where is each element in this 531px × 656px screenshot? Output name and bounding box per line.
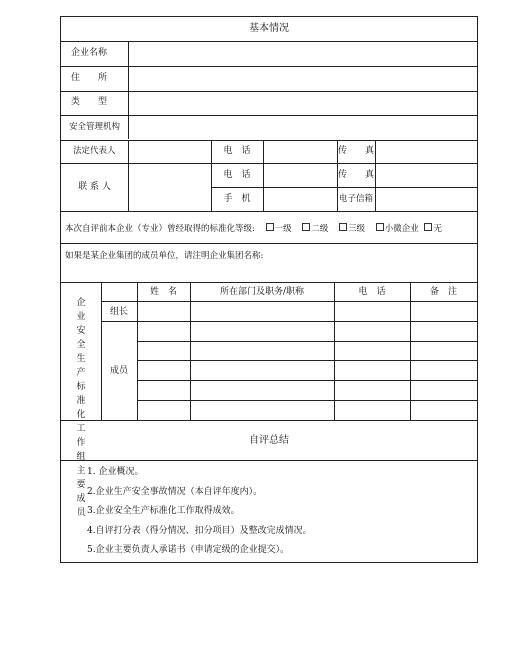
header-name: 姓 名	[149, 287, 177, 297]
col-divider	[128, 140, 129, 211]
col-divider	[190, 282, 191, 420]
row-divider	[61, 243, 477, 244]
group-prompt: 如果是某企业集团的成员单位，请注明企业集团名称:	[65, 251, 264, 261]
row-divider	[61, 140, 477, 141]
row-divider	[61, 163, 477, 164]
basic-info-title: 基本情况	[249, 23, 289, 34]
summary-item: 4.自评打分表（得分情况、扣分项目）及整改完成情况。	[87, 526, 312, 536]
option-level-1[interactable]	[266, 224, 292, 234]
leader-label: 组长	[109, 307, 128, 317]
row-divider	[61, 460, 477, 461]
self-eval-title: 自评总结	[249, 435, 289, 446]
option-none[interactable]	[424, 224, 442, 234]
type-label: 类 型	[71, 97, 108, 107]
checkbox-icon	[424, 223, 432, 231]
row-divider	[61, 211, 477, 212]
checkbox-icon	[266, 223, 274, 231]
header-department: 所在部门及职务/职称	[219, 287, 305, 297]
col-divider	[334, 282, 335, 420]
contact-fax-label: 传 真	[337, 170, 374, 180]
row-divider	[137, 360, 477, 361]
row-divider	[61, 115, 477, 116]
option-label: 三级	[348, 224, 366, 234]
header-remarks: 备 注	[429, 287, 457, 297]
header-phone: 电 话	[358, 287, 386, 297]
row-divider	[137, 341, 477, 342]
option-small-micro[interactable]	[376, 224, 419, 234]
col-divider	[128, 41, 129, 139]
row-divider	[137, 380, 477, 381]
checkbox-icon	[376, 223, 384, 231]
col-divider	[410, 282, 411, 420]
legal-rep-label: 法定代表人	[73, 146, 116, 156]
summary-item: 1. 企业概况。	[87, 467, 144, 477]
option-level-2[interactable]	[302, 224, 328, 234]
option-label: 小微企业	[384, 224, 419, 234]
self-evaluation-form	[60, 16, 478, 563]
row-divider	[61, 66, 477, 67]
row-divider	[61, 282, 477, 283]
col-divider	[263, 140, 264, 211]
contact-phone-label: 电 话	[223, 170, 251, 180]
row-divider	[101, 301, 477, 302]
email-label: 电子信箱	[338, 194, 373, 204]
row-divider	[137, 400, 477, 401]
standardization-row	[65, 223, 442, 235]
option-level-3[interactable]	[339, 224, 365, 234]
col-divider	[137, 282, 138, 420]
checkbox-icon	[302, 223, 310, 231]
standardization-prompt: 本次自评前本企业（专业）曾经取得的标准化等级:	[65, 224, 255, 234]
col-divider	[375, 140, 376, 211]
option-label: 二级	[311, 224, 329, 234]
summary-item: 3.企业安全生产标准化工作取得成效。	[87, 506, 240, 516]
summary-item: 5.企业主要负责人承诺书（申请定级的企业提交）。	[87, 545, 290, 555]
member-label: 成员	[109, 366, 128, 376]
fax-label: 传 真	[337, 146, 374, 156]
address-label: 住 所	[71, 73, 108, 83]
summary-item: 2.企业生产安全事故情况（本自评年度内）。	[87, 487, 263, 497]
team-side-label: 企业安全生产标准化工作组主要成员	[76, 298, 86, 518]
contact-label: 联 系 人	[78, 182, 111, 192]
row-divider	[101, 321, 477, 322]
company-name-label: 企业名称	[71, 48, 108, 58]
row-divider	[61, 420, 477, 421]
option-label: 无	[433, 224, 442, 234]
col-divider	[101, 282, 102, 420]
safety-org-label: 安全管理机构	[69, 122, 121, 132]
row-divider	[61, 41, 477, 42]
row-divider	[211, 187, 477, 188]
checkbox-icon	[339, 223, 347, 231]
option-label: 一级	[274, 224, 292, 234]
row-divider	[61, 91, 477, 92]
mobile-label: 手 机	[223, 194, 251, 204]
phone-label: 电 话	[223, 146, 251, 156]
